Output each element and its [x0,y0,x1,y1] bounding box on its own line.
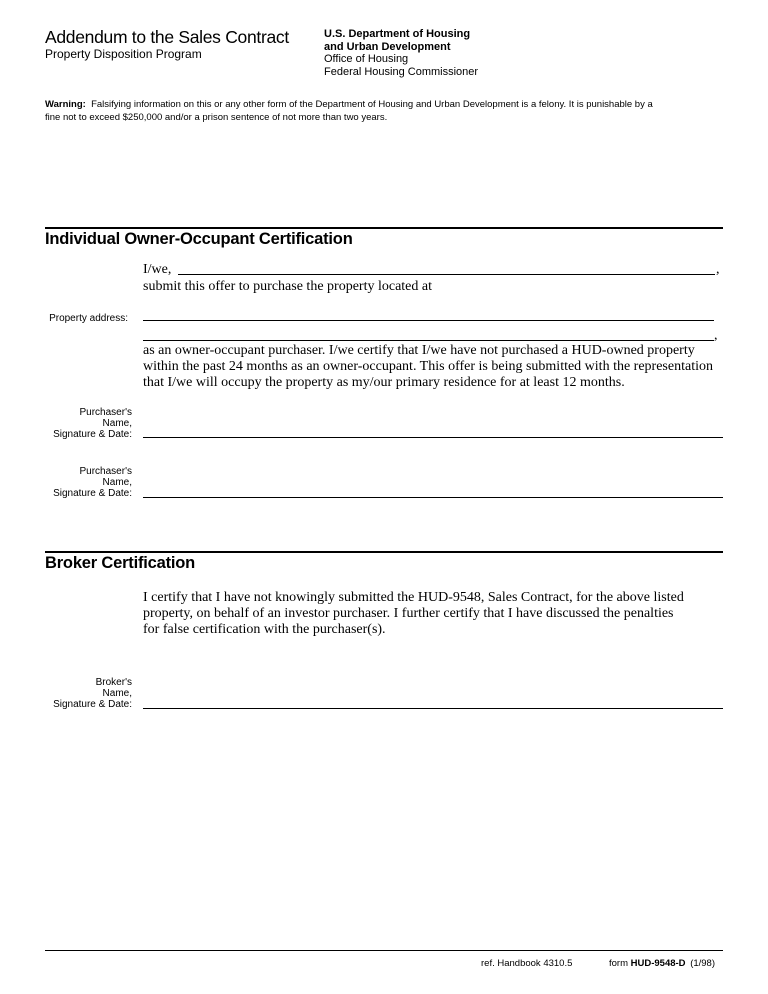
broker-label-line-2: Name, [102,688,132,699]
purchaser-label-line-2: Name, [102,477,132,488]
iwe-label: I/we, [143,262,172,277]
form-number: HUD-9548-D [630,958,686,969]
section-rule-broker [45,551,723,553]
property-address-field-1[interactable] [143,320,714,321]
owner-section-title: Individual Owner-Occupant Certification [45,230,353,248]
owner-cert-line-3: that I/we will occupy the property as my/our primary residence for at least 12 months. [143,375,625,390]
form-prefix: form [609,958,628,969]
footer-reference: ref. Handbook 4310.5 [481,958,573,969]
purchaser-label-line-2: Name, [102,418,132,429]
purchaser-label-line-3: Signature & Date: [53,488,132,499]
office-line-2: Federal Housing Commissioner [324,66,479,78]
broker-label-line-3: Signature & Date: [53,699,132,710]
purchaser-signature-label-1 [22,407,132,440]
property-address-field-2[interactable] [143,340,714,341]
broker-signature-label [22,677,132,710]
broker-cert-line-3: for false certification with the purchaser(s). [143,622,386,637]
owner-cert-line-1: as an owner-occupant purchaser. I/we certify that I/we have not purchased a HUD-owned property [143,343,695,358]
agency-name [324,28,470,54]
footer-form-id [609,958,715,969]
owner-cert-line-2: within the past 24 months as an owner-occupant. This offer is being submitted with the representation [143,359,713,374]
broker-signature-field[interactable] [143,708,723,709]
iwe-comma: , [716,262,720,277]
owner-certification-text [143,343,733,391]
purchaser-label-line-1: Purchaser's [79,466,132,477]
warning-text-2: fine not to exceed $250,000 and/or a prison sentence of not more than two years. [45,112,388,123]
property-address-label: Property address: [49,313,128,324]
form-date: (1/98) [690,958,716,969]
broker-section-title: Broker Certification [45,554,196,572]
office-name [324,53,478,79]
purchaser-signature-field-1[interactable] [143,437,723,438]
agency-line-2: and Urban Development [324,41,451,53]
submit-text: submit this offer to purchase the property located at [143,279,432,294]
section-rule-owner [45,227,723,229]
purchaser-label-line-3: Signature & Date: [53,429,132,440]
warning-block [45,98,735,124]
purchaser-signature-label-2 [22,466,132,499]
broker-certification-text [143,590,733,638]
warning-text-1: Falsifying information on this or any other form of the Department of Housing and Urban Development is a felony. It is punishable by a [91,99,653,110]
warning-line-1 [45,98,735,111]
address-comma: , [714,328,718,343]
broker-label-line-1: Broker's [95,677,132,688]
broker-cert-line-1: I certify that I have not knowingly submitted the HUD-9548, Sales Contract, for the above listed [143,590,684,605]
broker-cert-line-2: property, on behalf of an investor purchaser. I further certify that I have discussed the penalties [143,606,674,621]
form-title: Addendum to the Sales Contract [45,27,289,47]
purchaser-names-field[interactable] [178,274,715,275]
form-subtitle: Property Disposition Program [45,47,202,61]
agency-line-1: U.S. Department of Housing [324,28,471,40]
footer-rule [45,950,723,951]
warning-label: Warning: [45,99,86,110]
purchaser-label-line-1: Purchaser's [79,407,132,418]
office-line-1: Office of Housing [324,53,409,65]
purchaser-signature-field-2[interactable] [143,497,723,498]
